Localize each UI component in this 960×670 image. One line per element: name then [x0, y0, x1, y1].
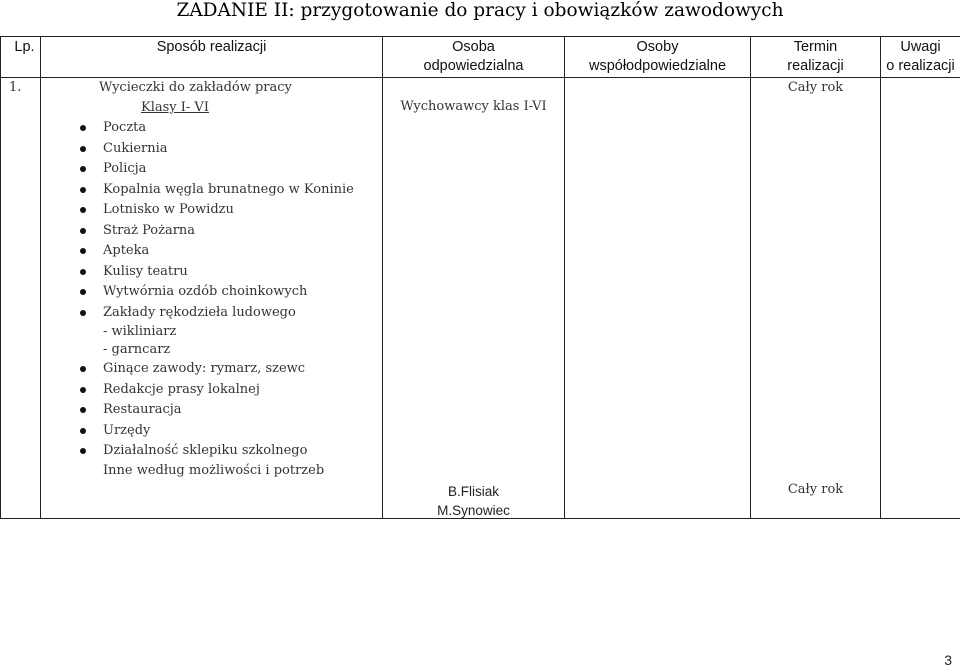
document-title: ZADANIE II: przygotowanie do pracy i obowiązków zawodowych [176, 0, 784, 21]
row-osoby [565, 78, 751, 519]
bullet-icon [80, 166, 86, 172]
list-item [51, 359, 382, 380]
list-item-label: Kulisy teatru [103, 263, 188, 279]
header-osoba-line1: Osoba [452, 39, 495, 55]
bullet-icon [80, 289, 86, 295]
list-item-label: Poczta [103, 120, 147, 135]
header-lp-label: Lp. [14, 39, 35, 55]
list-item [51, 421, 382, 442]
header-termin-line2: realizacji [787, 58, 844, 74]
list-item-label: Redakcje prasy lokalnej [103, 381, 260, 397]
header-lp [1, 37, 41, 78]
row-termin [751, 78, 881, 519]
list-item-label: Restauracja [103, 402, 182, 417]
sub-item-wikliniarz: - wikliniarz [103, 324, 177, 339]
osoba-synowiec: M.Synowiec [437, 503, 510, 518]
list-item-label: Policja [103, 161, 147, 176]
bullet-icon [80, 248, 86, 254]
list-item [51, 400, 382, 421]
list-item [51, 380, 382, 401]
bullet-icon [80, 366, 86, 372]
bullet-icon [80, 428, 86, 434]
table-row [1, 78, 960, 519]
row-uwagi [881, 78, 960, 519]
list-item [51, 441, 382, 462]
header-termin [751, 37, 881, 78]
list-item [51, 159, 382, 180]
bullet-icon [80, 269, 86, 275]
list-item [51, 118, 382, 139]
list-item [51, 139, 382, 160]
list-item [51, 262, 382, 283]
list-item-label: Cukiernia [103, 140, 168, 156]
header-osoba-line2: odpowiedzialna [423, 58, 524, 74]
list-item-label: Kopalnia węgla brunatnego w Koninie [103, 181, 354, 197]
bullet-icon [80, 407, 86, 413]
header-osoby-line2: współodpowiedzialne [588, 58, 727, 74]
list-item-label: Apteka [103, 243, 150, 258]
header-uwagi-line1: Uwagi [900, 39, 941, 55]
termin-1: Cały rok [787, 80, 844, 95]
bullet-icon [80, 387, 86, 393]
header-uwagi [881, 37, 960, 78]
header-termin-line1: Termin [793, 39, 838, 55]
list-item-label: Działalność sklepiku szkolnego [103, 443, 308, 458]
row-lp-label: 1. [9, 80, 22, 95]
bullet-icon [80, 187, 86, 193]
bullet-icon [80, 228, 86, 234]
header-sposob [41, 37, 383, 78]
list-item [51, 241, 382, 262]
list-item-label: Lotnisko w Powidzu [103, 202, 234, 217]
task-title: Wycieczki do zakładów pracy [99, 80, 292, 95]
bullet-icon [80, 146, 86, 152]
bullet-icon [80, 310, 86, 316]
header-sposob-label: Sposób realizacji [156, 39, 267, 55]
row-osoba [383, 78, 565, 519]
bullet-icon [80, 448, 86, 454]
task-table [0, 36, 960, 519]
osoba-flisiak: B.Flisiak [447, 484, 499, 499]
places-list [51, 118, 382, 323]
list-item-label: Wytwórnia ozdób choinkowych [103, 284, 308, 299]
list-item [51, 221, 382, 242]
list-item [51, 200, 382, 221]
list-item-label: Urzędy [103, 422, 151, 438]
list-item-label: Zakłady rękodzieła ludowego [103, 304, 296, 320]
row-lp [1, 78, 41, 519]
header-uwagi-line2: o realizacji [886, 58, 955, 74]
row-sposob [41, 78, 383, 519]
list-item-label: Ginące zawody: rymarz, szewc [103, 361, 306, 376]
header-osoby [565, 37, 751, 78]
list-item-label: Straż Pożarna [103, 222, 196, 238]
bullet-icon [80, 125, 86, 131]
list-item [51, 180, 382, 201]
table-header-row [1, 37, 960, 78]
list-item [51, 303, 382, 324]
list-item [51, 282, 382, 303]
termin-2: Cały rok [787, 482, 844, 497]
sub-item-garncarz: - garncarz [103, 342, 171, 357]
osoba-wychowawcy: Wychowawcy klas I-VI [400, 99, 547, 114]
bullet-icon [80, 207, 86, 213]
header-osoba [383, 37, 565, 78]
last-line: Inne według możliwości i potrzeb [103, 462, 325, 478]
places-list-2 [51, 359, 382, 462]
page-number: 3 [944, 652, 952, 668]
header-osoby-line1: Osoby [636, 39, 679, 55]
task-classes: Klasy I- VI [141, 100, 209, 115]
